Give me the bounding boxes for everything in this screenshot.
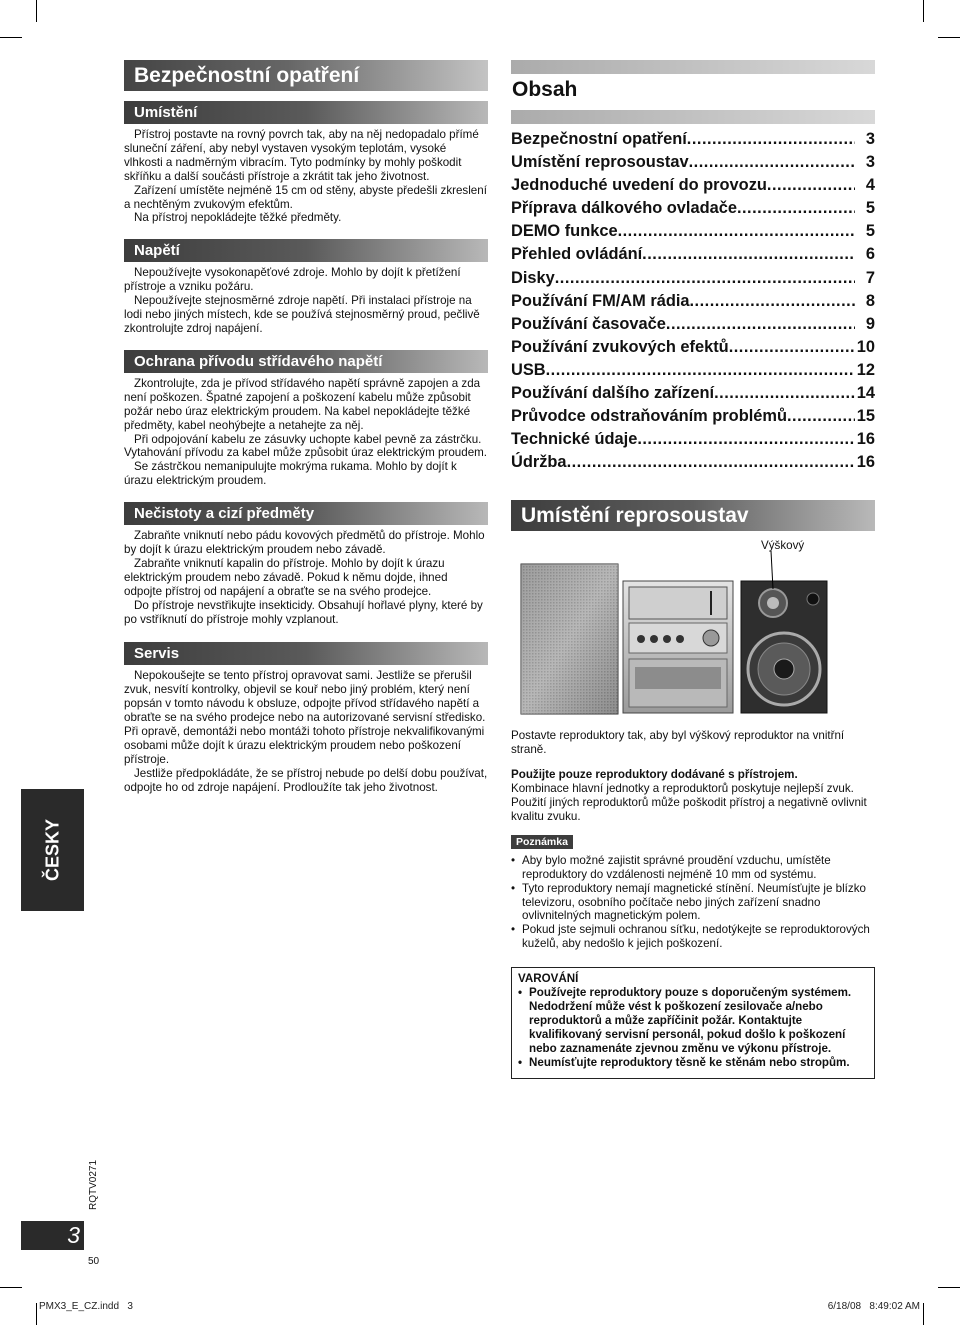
toc-item[interactable] [511,313,875,336]
note-item: • Tyto reproduktory nemají magnetické stínění. Neumísťujte je blízko televizoru, osobního počítače nebo jiných zařízení snadno ovlivnitelných magnetickým polem. [511,882,875,924]
toc-leader [567,451,855,474]
speaker-usage-bold: Použijte pouze reproduktory dodávané s přístrojem. [511,768,798,782]
toc-leader [729,336,855,359]
note-list [511,854,875,951]
toc-leader [618,220,855,243]
section-body-placement [124,128,488,225]
language-tab [21,789,84,911]
crop-mark [923,0,924,22]
paragraph: Přístroj postavte na rovný povrch tak, aby na něj nedopadalo přímé sluneční záření, aby nebyl vystaven vysokým teplotám, vysoké vlhkosti a nadměrným vibracím. Tyto podmínky by mohly poškodit skříňku a další součásti přístroje a zkrátit tak jeho životnost. [124,128,479,183]
crop-mark [938,1287,960,1288]
safety-column [124,60,488,795]
toc-item-label: Používání časovače [511,314,666,333]
crop-mark [36,0,37,22]
toc-item-label: Přehled ovládání [511,245,643,264]
toc-item-label: Bezpečnostní opatření [511,130,687,148]
toc-item-page: 14 [856,384,875,403]
section-heading-service: Servis [124,642,488,665]
section-body-service [124,669,488,794]
toc-leader [666,313,855,336]
toc-item-page: 5 [865,199,875,218]
note-section [511,832,875,951]
paragraph: Zabraňte vniknutí kapalin do přístroje. Mohlo by dojít k úrazu elektrickým proudem nebo závadě. Pokud k němu dojde, ihned odpojte přístroj od napájení a obraťte se na svého prodejce. [124,556,448,598]
toc-item-page: 16 [856,453,875,472]
toc-item-page: 8 [865,291,875,310]
page-title: Bezpečnostní opatření [124,60,488,91]
warning-item: • Používejte reproduktory pouze s doporučeným systémem. Nedodržení může vést k poškození zesilovače a/nebo reproduktorů a může zapříčinit požár. Kontaktujte kvalifikovaný servisní personál, pokud došlo k poškození nebo zaznamenáte zjevnou změnu ve výkonu přístroje. [518,986,868,1056]
toc-item-page: 4 [865,176,875,195]
toc-item-page: 9 [865,314,875,333]
toc-item[interactable] [511,428,875,451]
footer-file: PMX3_E_CZ.indd 3 [39,1301,133,1312]
toc-item[interactable] [511,151,875,174]
speaker-usage-rest: Kombinace hlavní jednotky a reproduktorů poskytuje nejlepší zvuk. Použití jiných reproduktorů může poškodit přístroj a negativně ovlivnit kvalitu zvuku. [511,782,867,823]
toc-item[interactable] [511,451,875,474]
divider-bar [511,110,875,124]
toc-title: Obsah [512,78,578,101]
crop-mark [938,37,960,38]
toc-item[interactable] [511,382,875,405]
warning-item: • Neumísťujte reproduktory těsně ke stěnám nebo stropům. [518,1056,868,1070]
toc-item-page: 6 [865,245,875,264]
toc-leader [546,359,855,382]
crop-mark [0,1287,22,1288]
toc-item[interactable] [511,359,875,382]
toc-item-label: Používání zvukových efektů [511,337,729,356]
toc-item-page: 15 [856,407,875,426]
page-number: 3 [67,1222,80,1248]
toc-item-page: 16 [856,430,875,449]
note-item: • Pokud jste sejmuli ochranou síťku, nedotýkejte se reproduktorových kuželů, aby nedošlo k jejich poškození. [511,923,875,951]
toc-item-label: Používání FM/AM rádia [511,291,690,310]
paragraph: Při odpojování kabelu ze zásuvky uchopte kabel pevně za zástrčku. Vytahování přívodu za kabel může způsobit úraz elektrickým proudem. [124,432,488,460]
toc-item-label: Používání dalšího zařízení [511,384,715,403]
doc-code: RQTV0271 [88,1159,99,1210]
toc-item-label: Příprava dálkového ovladače [511,199,737,218]
toc-leader [787,405,855,428]
toc-item[interactable] [511,128,875,151]
speaker-usage-text [511,768,875,824]
toc-leader [767,174,855,197]
toc-leader [689,151,855,174]
toc-item-label: Jednoduché uvedení do provozu [511,176,767,195]
speaker-illustration [511,539,875,719]
paragraph: Zabraňte vniknutí nebo pádu kovových předmětů do přístroje. Mohlo by dojít k úrazu elektrickým proudem nebo závadě. [124,529,485,557]
toc-leader [690,290,856,313]
toc-item-label: Disky [511,268,555,287]
toc-item-label: Údržba [511,453,567,472]
toc-leader [687,128,855,151]
toc-item-page: 3 [865,130,875,148]
paragraph: Nepoužívejte stejnosměrné zdroje napětí. Při instalaci přístroje na lodi nebo jiných místech, kde se používá stejnosměrný proud, pečlivě zkontrolujte zdroj napájení. [124,294,480,335]
contents-column [511,60,875,1079]
toc-leader [642,243,855,266]
note-label: Poznámka [511,835,573,849]
toc-item[interactable] [511,174,875,197]
warning-title: VAROVÁNÍ [518,972,579,986]
paragraph: Jestliže předpokládáte, že se přístroj nebude po delší dobu používat, odpojte ho od zdroje napájení. Prodloužíte tak jeho životnost. [124,766,488,794]
speakers-title: Umístění reprosoustav [511,500,875,531]
paragraph: Zkontrolujte, zda je přívod střídavého napětí správně zapojen a zda není poškozen. Špatné zapojení a poškození kabelu může způsobit požár nebo úraz elektrickým proudem. Na kabel nepokládejte těžké předměty, kabel neohýbejte a netahejte za něj. [124,376,481,432]
toc-item-page: 7 [865,268,875,287]
divider-bar [511,60,875,74]
toc-item[interactable] [511,405,875,428]
speaker-system-image [511,539,875,719]
toc-item-page: 3 [865,153,875,172]
toc-leader [555,267,855,290]
section-heading-voltage: Napětí [124,239,488,262]
section-heading-foreign-matter: Nečistoty a cizí předměty [124,502,488,525]
toc-leader [714,382,855,405]
toc-item-label: Průvodce odstraňováním problémů [511,407,787,426]
toc-item[interactable] [511,336,875,359]
toc-leader [637,428,855,451]
paragraph: Do přístroje nevstřikujte insekticidy. Obsahují hořlavé plyny, které by po vstříknutí do přístroje mohly vzplanout. [124,598,483,626]
paragraph: Zařízení umístěte nejméně 15 cm od stěny, abyste předešli zkreslení a nechtěným zvukovým efektům. [124,183,487,211]
speaker-placement-text: Postavte reproduktory tak, aby byl výškový reproduktor na vnitřní straně. [511,729,845,757]
crop-mark [36,1303,37,1325]
toc-item[interactable] [511,220,875,243]
toc-leader [737,197,855,220]
warning-box [511,967,875,1078]
paragraph: Nepokoušejte se tento přístroj opravovat sami. Jestliže se přerušil zvuk, nesvítí kontrolky, objevil se kouř nebo jiný problém, který není popsán v tomto návodu k obsluze, odpojte přívod střídavého napětí a obraťte se na svého prodejce nebo na autorizované servisní středisko. Při opravě, demontáži nebo montáži tohoto přístroje nekvalifikovanými osobami může dojít k úrazu elektrickým proudem nebo poškození přístroje. [124,669,486,766]
toc-item-label: DEMO funkce [511,222,618,241]
toc-item[interactable] [511,290,875,313]
language-label: ČESKY [42,818,62,882]
toc-item-label: USB [511,360,546,379]
crop-mark [0,37,22,38]
toc-item[interactable] [511,267,875,290]
page-number-small: 50 [88,1256,100,1267]
page-number-box [21,1221,84,1250]
toc-item[interactable] [511,243,875,266]
footer-date: 6/18/08 8:49:02 AM [827,1301,920,1312]
section-heading-placement: Umístění [124,101,488,124]
crop-mark [923,1303,924,1325]
note-item: • Aby bylo možné zajistit správné proudění vzduchu, umístěte reproduktory do vzdálenosti nejméně 10 mm od systému. [511,854,875,882]
toc-item-page: 12 [856,360,875,379]
warning-list [518,986,868,1069]
section-body-foreign-matter [124,529,488,626]
section-body-ac-cord [124,377,488,488]
section-body-voltage [124,266,488,336]
paragraph: Nepoužívejte vysokonapěťové zdroje. Mohlo by dojít k přetížení přístroje a vzniku požáru. [124,266,461,294]
toc-item-page: 10 [856,337,875,356]
toc-item-page: 5 [865,222,875,241]
toc-item-label: Technické údaje [511,430,638,449]
paragraph: Na přístroj nepokládejte těžké předměty. [134,211,342,225]
toc-item-label: Umístění reprosoustav [511,153,689,172]
toc-item[interactable] [511,197,875,220]
section-heading-ac-cord: Ochrana přívodu střídavého napětí [124,350,488,373]
toc-list [511,128,875,474]
tweeter-label: Výškový [761,539,805,553]
paragraph: Se zástrčkou nemanipulujte mokrýma rukama. Mohlo by dojít k úrazu elektrickým proudem. [124,460,457,488]
